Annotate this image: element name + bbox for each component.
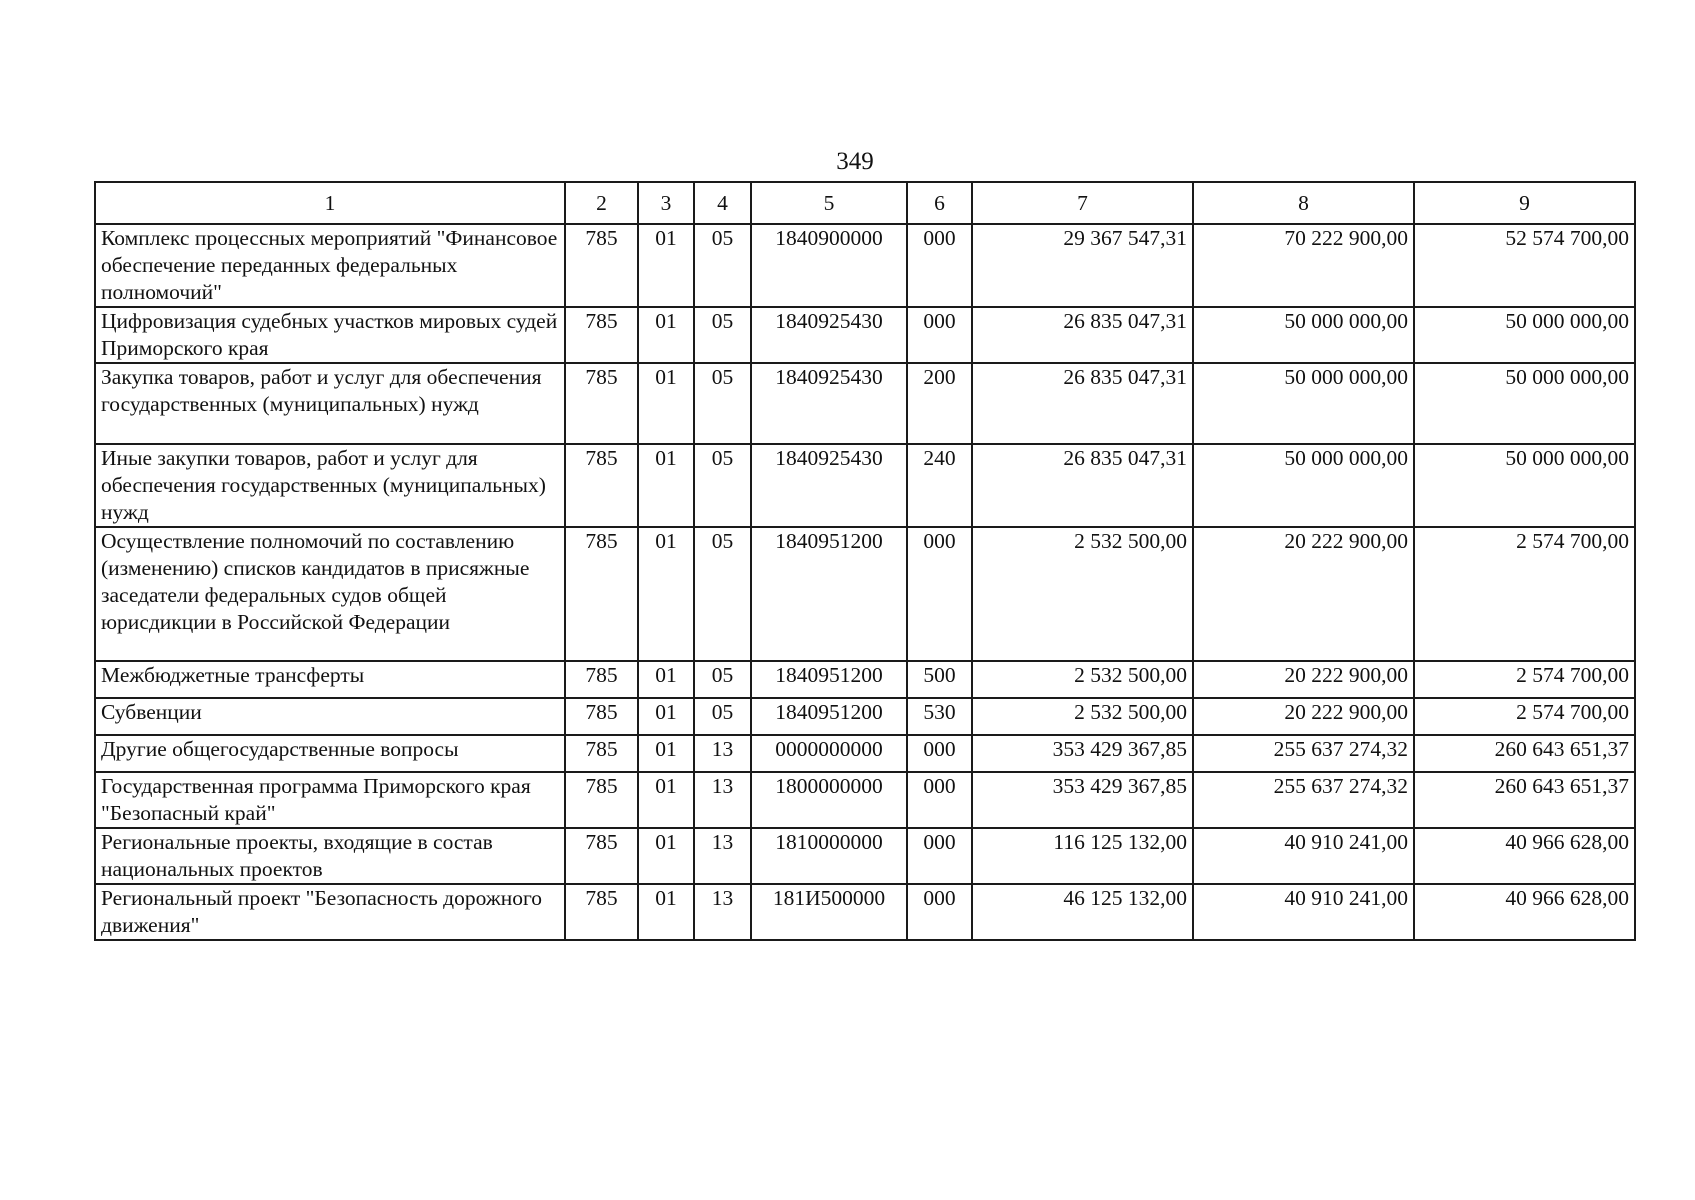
cell-target-article: 1810000000 — [751, 828, 907, 884]
cell-amount-col9: 260 643 651,37 — [1414, 772, 1635, 828]
cell-amount-col9: 50 000 000,00 — [1414, 363, 1635, 444]
row-name: Государственная программа Приморского края "Безопасный край" — [95, 772, 565, 828]
cell-amount-col8: 50 000 000,00 — [1193, 444, 1414, 527]
cell-amount-col7: 26 835 047,31 — [972, 444, 1193, 527]
cell-amount-col9: 2 574 700,00 — [1414, 698, 1635, 735]
cell-target-article: 1840951200 — [751, 661, 907, 698]
cell-subsection: 05 — [694, 527, 751, 661]
column-header-9: 9 — [1414, 182, 1635, 224]
budget-table — [94, 181, 1636, 941]
cell-amount-col9: 50 000 000,00 — [1414, 307, 1635, 363]
cell-target-article: 1840951200 — [751, 698, 907, 735]
cell-amount-col8: 70 222 900,00 — [1193, 224, 1414, 307]
cell-amount-col7: 353 429 367,85 — [972, 772, 1193, 828]
column-header-1: 1 — [95, 182, 565, 224]
column-header-7: 7 — [972, 182, 1193, 224]
cell-subsection: 13 — [694, 772, 751, 828]
cell-expense-type: 500 — [907, 661, 972, 698]
cell-amount-col9: 52 574 700,00 — [1414, 224, 1635, 307]
column-header-6: 6 — [907, 182, 972, 224]
row-name: Региональный проект "Безопасность дорожного движения" — [95, 884, 565, 940]
cell-section: 01 — [638, 363, 694, 444]
cell-amount-col8: 255 637 274,32 — [1193, 772, 1414, 828]
row-name: Субвенции — [95, 698, 565, 735]
cell-amount-col7: 2 532 500,00 — [972, 698, 1193, 735]
cell-amount-col9: 40 966 628,00 — [1414, 884, 1635, 940]
cell-chapter: 785 — [565, 828, 638, 884]
cell-target-article: 1840925430 — [751, 444, 907, 527]
cell-expense-type: 000 — [907, 224, 972, 307]
cell-chapter: 785 — [565, 698, 638, 735]
cell-expense-type: 000 — [907, 828, 972, 884]
cell-expense-type: 530 — [907, 698, 972, 735]
cell-chapter: 785 — [565, 884, 638, 940]
cell-chapter: 785 — [565, 307, 638, 363]
cell-section: 01 — [638, 884, 694, 940]
cell-section: 01 — [638, 828, 694, 884]
cell-amount-col7: 116 125 132,00 — [972, 828, 1193, 884]
column-header-3: 3 — [638, 182, 694, 224]
cell-expense-type: 000 — [907, 307, 972, 363]
table-row — [95, 772, 1635, 828]
cell-subsection: 13 — [694, 735, 751, 772]
cell-subsection: 05 — [694, 698, 751, 735]
cell-chapter: 785 — [565, 527, 638, 661]
table-body — [95, 224, 1635, 940]
cell-target-article: 1800000000 — [751, 772, 907, 828]
cell-target-article: 0000000000 — [751, 735, 907, 772]
table-row — [95, 828, 1635, 884]
cell-amount-col9: 260 643 651,37 — [1414, 735, 1635, 772]
table-row — [95, 527, 1635, 661]
row-name: Цифровизация судебных участков мировых судей Приморского края — [95, 307, 565, 363]
cell-amount-col8: 255 637 274,32 — [1193, 735, 1414, 772]
table-row — [95, 735, 1635, 772]
cell-amount-col7: 29 367 547,31 — [972, 224, 1193, 307]
table-row — [95, 698, 1635, 735]
table-row — [95, 224, 1635, 307]
column-header-4: 4 — [694, 182, 751, 224]
cell-target-article: 1840925430 — [751, 307, 907, 363]
cell-section: 01 — [638, 735, 694, 772]
cell-amount-col8: 40 910 241,00 — [1193, 828, 1414, 884]
column-header-5: 5 — [751, 182, 907, 224]
row-name: Комплекс процессных мероприятий "Финансовое обеспечение переданных федеральных полномочий" — [95, 224, 565, 307]
cell-section: 01 — [638, 772, 694, 828]
cell-amount-col9: 2 574 700,00 — [1414, 661, 1635, 698]
cell-chapter: 785 — [565, 735, 638, 772]
row-name: Межбюджетные трансферты — [95, 661, 565, 698]
cell-amount-col7: 2 532 500,00 — [972, 527, 1193, 661]
cell-expense-type: 200 — [907, 363, 972, 444]
row-name: Осуществление полномочий по составлению (изменению) списков кандидатов в присяжные заседатели федеральных судов общей юрисдикции в Российской Федерации — [95, 527, 565, 661]
column-header-8: 8 — [1193, 182, 1414, 224]
cell-amount-col8: 20 222 900,00 — [1193, 661, 1414, 698]
cell-target-article: 181И500000 — [751, 884, 907, 940]
cell-amount-col9: 50 000 000,00 — [1414, 444, 1635, 527]
page-number: 349 — [836, 148, 874, 175]
table-header — [95, 182, 1635, 224]
cell-amount-col8: 20 222 900,00 — [1193, 527, 1414, 661]
cell-amount-col9: 40 966 628,00 — [1414, 828, 1635, 884]
table-row — [95, 661, 1635, 698]
cell-subsection: 05 — [694, 224, 751, 307]
table-row — [95, 444, 1635, 527]
cell-subsection: 05 — [694, 363, 751, 444]
cell-amount-col9: 2 574 700,00 — [1414, 527, 1635, 661]
cell-subsection: 05 — [694, 444, 751, 527]
cell-amount-col8: 50 000 000,00 — [1193, 363, 1414, 444]
cell-amount-col7: 353 429 367,85 — [972, 735, 1193, 772]
cell-target-article: 1840951200 — [751, 527, 907, 661]
header-row — [95, 182, 1635, 224]
cell-subsection: 05 — [694, 307, 751, 363]
row-name: Иные закупки товаров, работ и услуг для обеспечения государственных (муниципальных) нужд — [95, 444, 565, 527]
row-name: Другие общегосударственные вопросы — [95, 735, 565, 772]
cell-section: 01 — [638, 224, 694, 307]
cell-target-article: 1840900000 — [751, 224, 907, 307]
cell-chapter: 785 — [565, 224, 638, 307]
cell-section: 01 — [638, 307, 694, 363]
table-row — [95, 884, 1635, 940]
cell-amount-col7: 46 125 132,00 — [972, 884, 1193, 940]
table-row — [95, 307, 1635, 363]
cell-section: 01 — [638, 444, 694, 527]
row-name: Региональные проекты, входящие в состав национальных проектов — [95, 828, 565, 884]
cell-amount-col8: 50 000 000,00 — [1193, 307, 1414, 363]
cell-expense-type: 000 — [907, 772, 972, 828]
cell-chapter: 785 — [565, 444, 638, 527]
cell-amount-col7: 26 835 047,31 — [972, 363, 1193, 444]
cell-expense-type: 000 — [907, 735, 972, 772]
cell-subsection: 13 — [694, 884, 751, 940]
cell-subsection: 05 — [694, 661, 751, 698]
cell-expense-type: 000 — [907, 884, 972, 940]
cell-expense-type: 000 — [907, 527, 972, 661]
cell-target-article: 1840925430 — [751, 363, 907, 444]
cell-section: 01 — [638, 698, 694, 735]
row-name: Закупка товаров, работ и услуг для обеспечения государственных (муниципальных) нужд — [95, 363, 565, 444]
cell-chapter: 785 — [565, 661, 638, 698]
cell-subsection: 13 — [694, 828, 751, 884]
cell-chapter: 785 — [565, 772, 638, 828]
cell-amount-col7: 26 835 047,31 — [972, 307, 1193, 363]
cell-amount-col8: 40 910 241,00 — [1193, 884, 1414, 940]
cell-section: 01 — [638, 527, 694, 661]
column-header-2: 2 — [565, 182, 638, 224]
cell-section: 01 — [638, 661, 694, 698]
cell-expense-type: 240 — [907, 444, 972, 527]
table-row — [95, 363, 1635, 444]
cell-amount-col8: 20 222 900,00 — [1193, 698, 1414, 735]
cell-chapter: 785 — [565, 363, 638, 444]
cell-amount-col7: 2 532 500,00 — [972, 661, 1193, 698]
